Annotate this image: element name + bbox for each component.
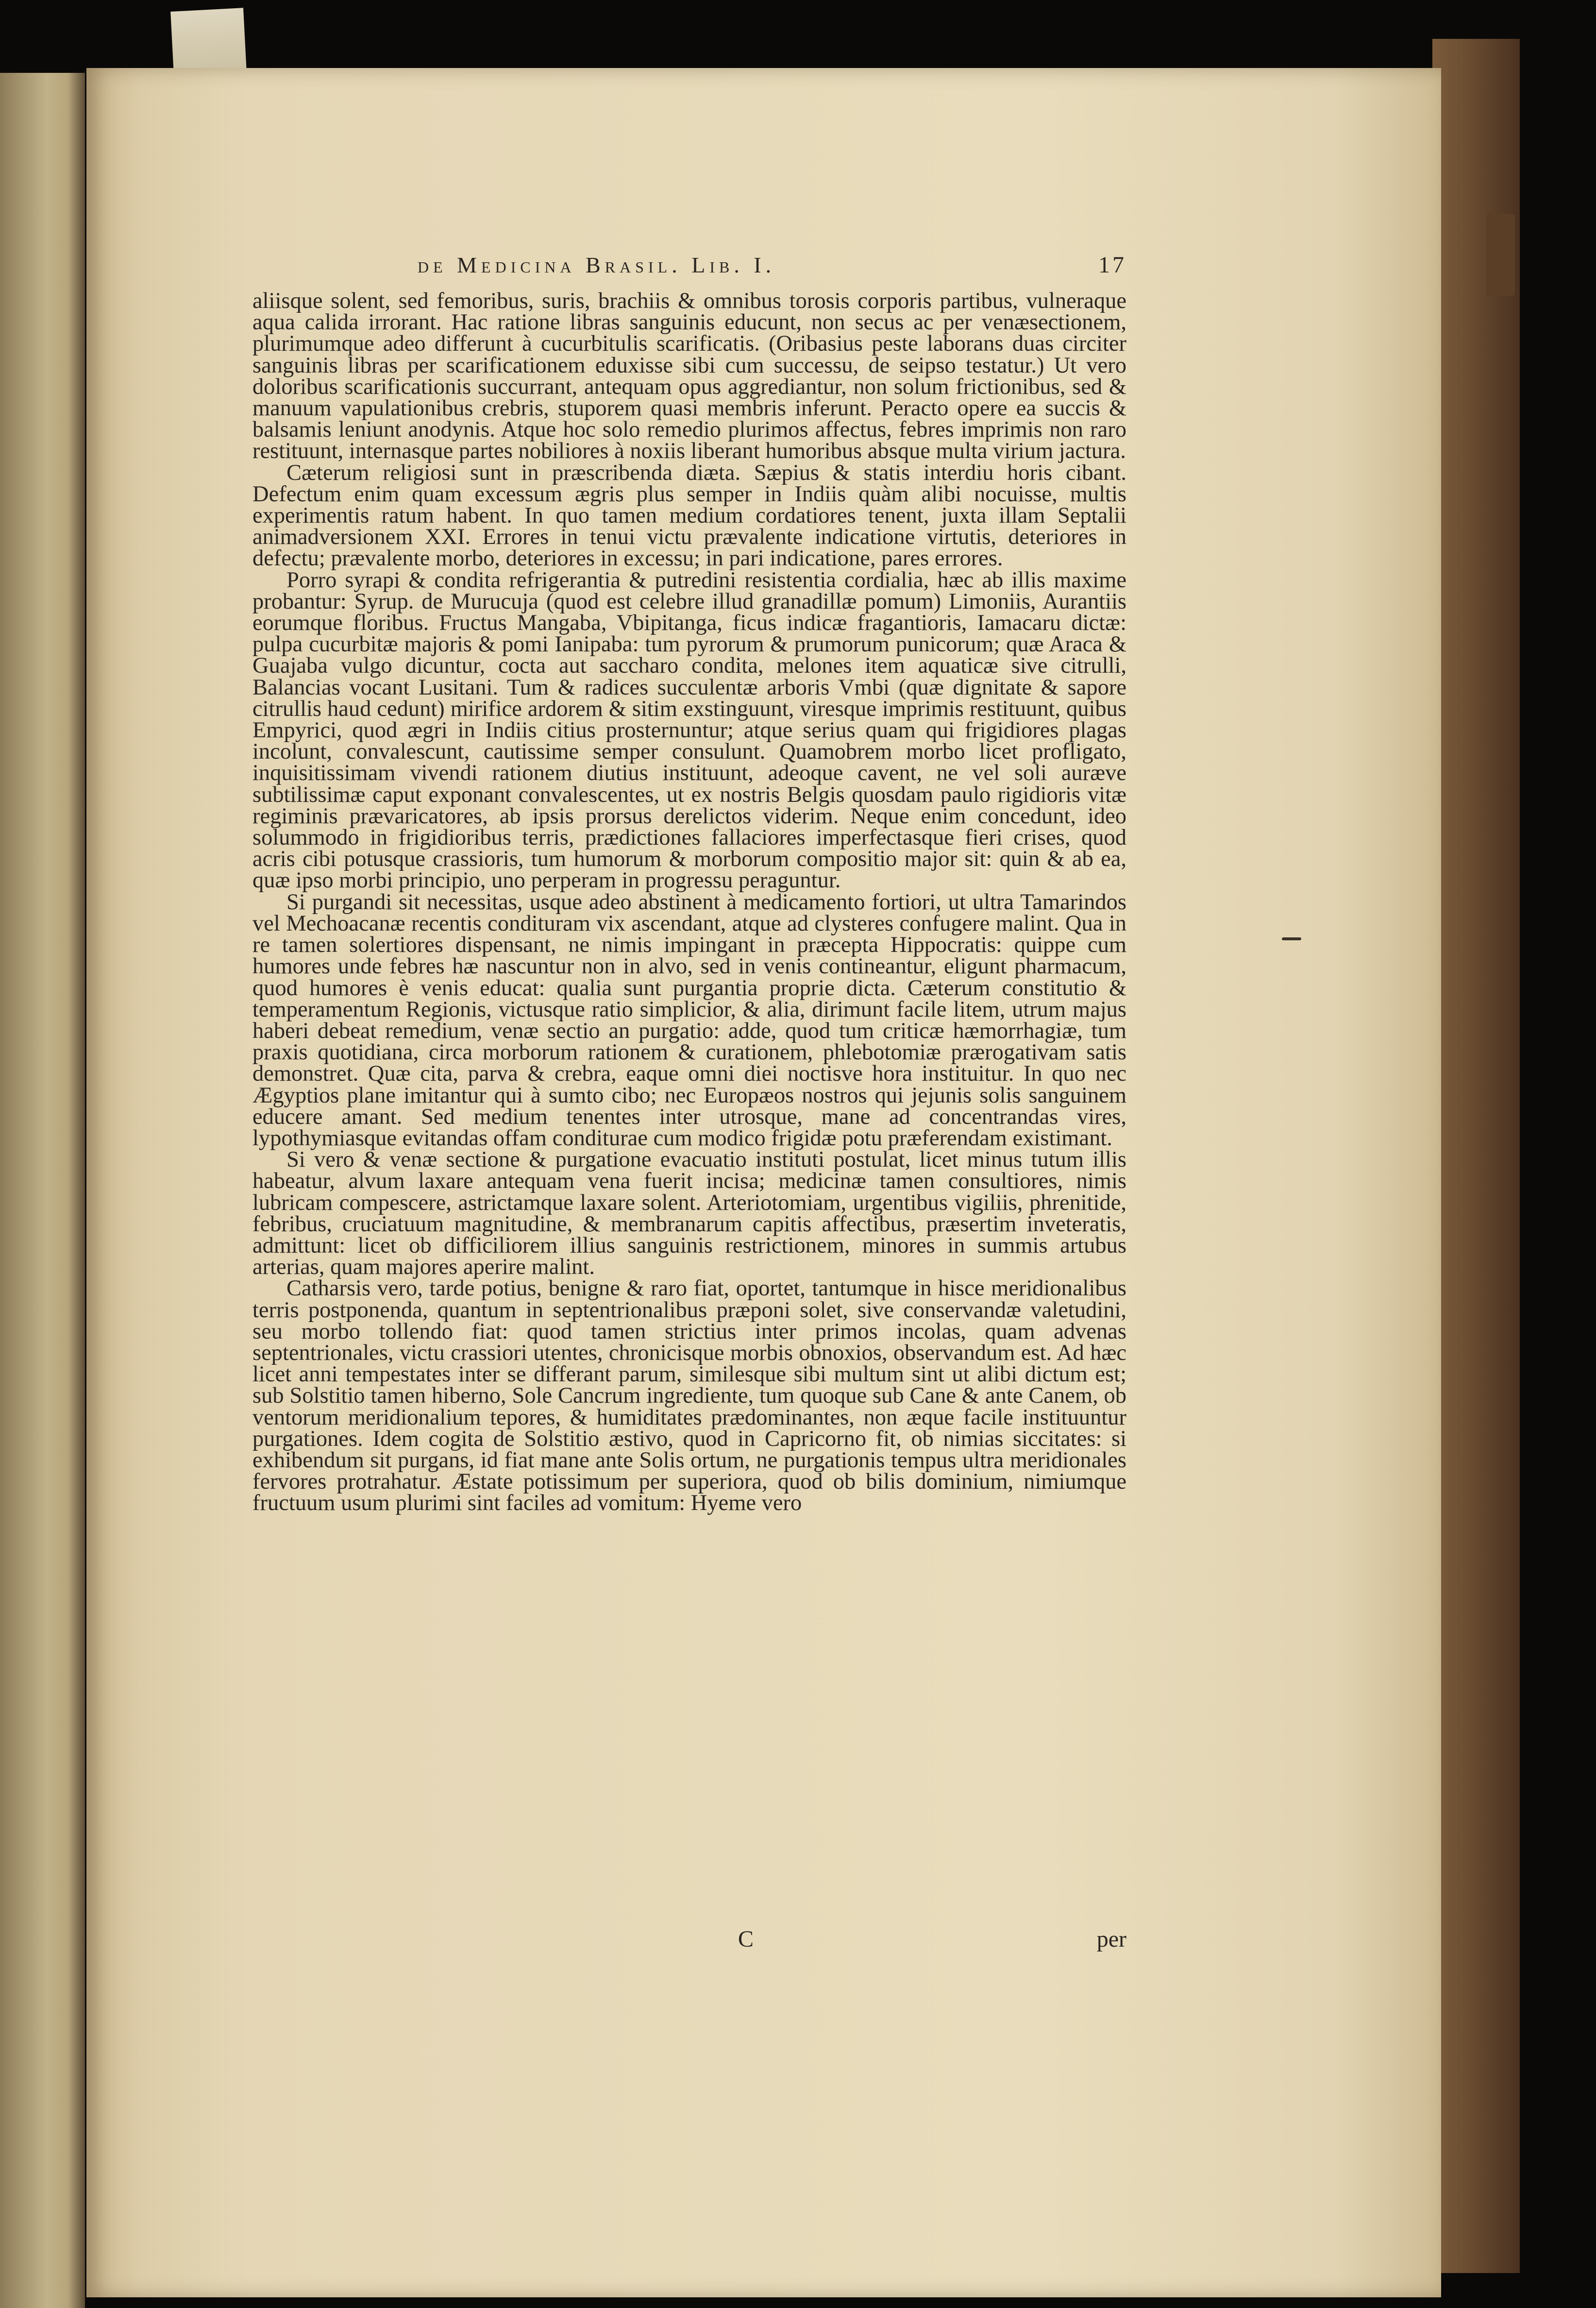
paragraph: aliisque solent, sed femoribus, suris, brachiis & omnibus torosis corporis partibus, vulneraque aqua calida irrorant. Hac ratione libras sanguinis educunt, non secus ac per venæsectionem, plurimumque adeo differunt à cucurbitulis scarificatis. (Oribasius peste laborans duas circiter sanguinis libras per scarificationem eduxisse sibi cum successu, de seipso testatur.) Ut vero doloribus scarificationis succurrant, antequam opus aggrediantur, non solum frictionibus, sed & manuum vapulationibus crebris, stuporem quasi membris inferunt. Peracto opere ea succis & balsamis leniunt anodynis. Atque hoc solo remedio plurimos affectus, febres imprimis non raro restituunt, internasque partes nobiliores à noxiis liberant humoribus absque multa virium jactura. — [252, 288, 1126, 464]
book-edge — [1432, 39, 1520, 2273]
left-page-edge — [0, 73, 85, 2308]
running-head — [418, 252, 1126, 278]
paragraph: Porro syrapi & condita refrigerantia & putredini resistentia cordialia, hæc ab illis maxime probantur: Syrup. de Murucuja (quod est celebre illud granadillæ pomum) Limoniis, Aurantiis eorumque floribus. Fructus Mangaba, Vbipitanga, ficus indicæ fragantioris, Iamacaru dictæ: pulpa cucurbitæ majoris & pomi Ianipaba: tum pyrorum & prumorum punicorum; quæ Araca & Guajaba vulgo dicuntur, cocta aut saccharo condita, melones item aquaticæ sive citrulli, Balancias vocant Lusitani. Tum & radices succulentæ arboris Vmbi (quæ dignitate & sapore citrullis haud cedunt) mirifice ardorem & sitim exstinguunt, viresque imprimis restituunt, quibus Empyrici, quod ægri in Indiis citius prosternuntur; atque serius quam qui frigidiores plagas incolunt, convalescunt, cautissime semper consulunt. Quamobrem morbo licet profligato, inquisitissimam vivendi rationem diutius instituunt, adeoque cavent, ne vel soli auræve subtilissimæ caput exponant convalescentes, ut ex nostris Belgis quosdam paulo rigidioris vitæ regiminis prævaricatores, ab ipsis prorsus derelictos viderim. Neque enim concedunt, ideo solummodo in frigidioribus terris, prædictiones fallaciores imperfectasque fieri crises, quod acris cibi potusque crassioris, tum humorum & morborum compositio major sit: quin & ab ea, quæ ipso morbi principio, uno perperam in progressu peraguntur. — [252, 567, 1126, 893]
paragraph: Catharsis vero, tarde potius, benigne & raro fiat, oportet, tantumque in hisce meridionalibus terris postponenda, quantum in septentrionalibus præponi solet, sive conservandæ valetudini, seu morbo tollendo fiat: quod tamen strictius inter primos incolas, quam advenas septentrionales, victu crassiori utentes, chronicisque morbis obnoxios, observandum est. Ad hæc licet anni tempestates inter se differant parum, similesque sibi multum sint ut alibi dictum est; sub Solstitio tamen hiberno, Sole Cancrum ingrediente, tum quoque sub Cane & ante Canem, ob ventorum meridionalium tepores, & humiditates prædominantes, non æque facile instituuntur purgationes. Idem cogita de Solstitio æstivo, quod in Capricorno fit, ob nimias siccitates: si exhibendum sit purgans, id fiat mane ante Solis ortum, ne purgationis tempus ultra meridionales fervores protrahatur. Æstate potissimum per superiora, quod ob bilis dominium, nimiumque fructuum usum plurimi sint faciles ad vomitum: Hyeme vero — [252, 1276, 1126, 1516]
running-head-title: de Medicina Brasil. Lib. I. — [418, 253, 776, 277]
body-text — [252, 290, 1126, 1514]
paragraph: Si purgandi sit necessitas, usque adeo abstinent à medicamento fortiori, ut ultra Tamarindos vel Mechoacanæ recentis condituram vix ascendant, atque ad clysteres confugere malint. Qua in re tamen solertiores dispensant, ne nimis impingant in præcepta Hippocratis: quippe cum humores unde febres hæ nascuntur non in alvo, sed in venis contineantur, eligunt pharmacum, quod humores è venis educat: qualia sunt purgantia proprie dicta. Cæterum constitutio & temperamentum Regionis, victusque ratio simplicior, & alia, dirimunt facile litem, utrum majus haberi debeat remedium, venæ sectio an purgatio: adde, quod tum criticæ hæmorrhagiæ, tum praxis quotidiana, circa morborum rationem & curationem, phlebotomiæ prærogativam satis demonstret. Quæ cita, parva & crebra, eaque omni diei noctisve hora instituitur. In quo nec Ægyptios plane imitantur qui à sumto cibo; nec Europæos nostros qui jejunis solis sanguinem educere amant. Sed medium tenentes inter utrosque, mane ad concentrandas vires, lypothymiasque evitandas offam conditurae cum modico frigidæ potu præferendam existimant. — [252, 889, 1126, 1151]
signature-mark: C — [738, 1926, 754, 1952]
margin-mark — [1282, 937, 1301, 940]
paragraph: Cæterum religiosi sunt in præscribenda diæta. Sæpius & statis interdiu horis cibant. Defectum enim quam excessum ægris plus semper in Indiis quàm alibi nocuisse, multis experimentis ratum habent. In quo tamen medium cordatiores tenent, juxta illam Septalii animadversionem XXI. Errores in tenui victu prævalente indicatione virtutis, deteriores in defectu; prævalente morbo, deteriores in excessu; in pari indicatione, pares errores. — [252, 460, 1126, 571]
paragraph: Si vero & venæ sectione & purgatione evacuatio instituti postulat, licet minus tutum illis habeatur, alvum laxare antequam vena fuerit incisa; medicinæ tamen consultiores, nimis lubricam compescere, astrictamque laxare solent. Arteriotomiam, urgentibus vigiliis, phrenitide, febribus, cruciatuum magnitudine, & membranarum capitis affectibus, præsertim inveteratis, admittunt: licet ob difficiliorem illius sanguinis restrictionem, minores in summis artubus arterias, quam majores aperire malint. — [252, 1147, 1126, 1280]
page-footer — [738, 1926, 1126, 1952]
page-number: 17 — [1098, 252, 1126, 278]
book-tab — [1486, 214, 1515, 296]
catchword: per — [1096, 1926, 1126, 1952]
